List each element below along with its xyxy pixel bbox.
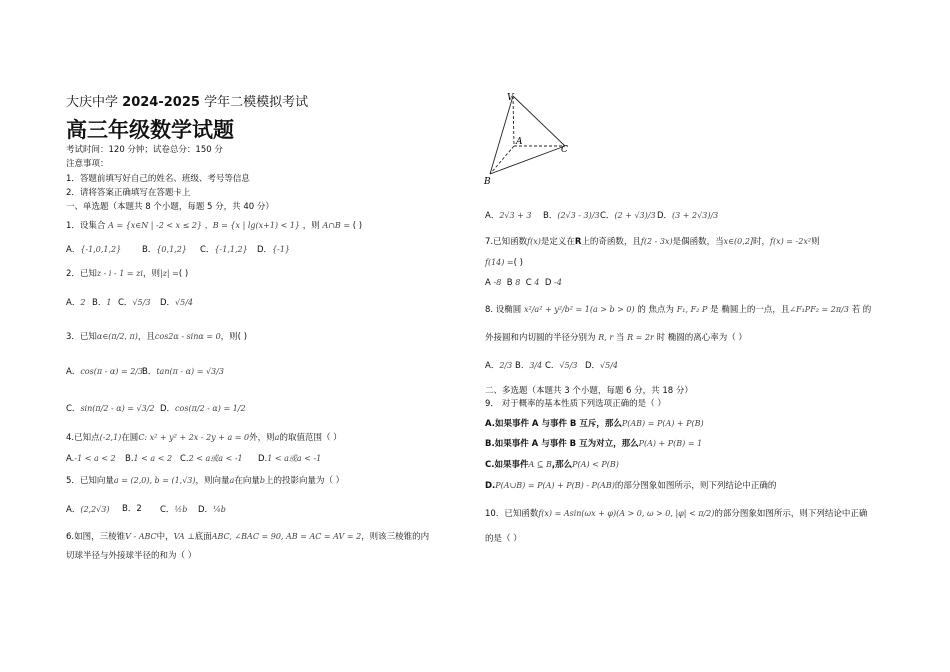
vertex-v-label: V [507, 93, 514, 103]
question-9-option-a: A.如果事件 A 与事件 B 互斥，那么P(AB) = P(A) + P(B) [485, 419, 704, 429]
question-9-option-d: D.P(A∪B) = P(A) + P(B) - P(AB)的部分图象如图所示，则下列结论中正确的 [485, 481, 777, 491]
vertex-a-label: A [516, 137, 523, 147]
question-3-option-a: A．cos(π - α) = 2/3 [66, 367, 144, 377]
school-name: 大庆中学 [66, 95, 119, 110]
question-9-option-c: C.如果事件A ⊆ B,那么P(A) < P(B) [485, 460, 619, 470]
question-4-option-c: C.2 < a或a < -1 [180, 454, 243, 464]
question-4: 4.已知点(-2,1)在圆C: x² + y² + 2x - 2y + a = 0外，则a的取值范围（ ） [66, 433, 342, 443]
question-8-option-d: D．√5/4 [585, 361, 619, 371]
question-5-option-a: A．(2,2√3) [66, 505, 110, 515]
note-2: 2．请将答案正确填写在答题卡上 [66, 188, 191, 198]
exam-info: 考试时间：120 分钟；试卷总分：150 分 [66, 145, 223, 155]
question-7: 7.已知函数f(x)是定义在R上的奇函数，且f(2 - 3x)是偶函数，当x∈(0,2]时，f(x) = -2x²则 [485, 237, 820, 247]
question-8-option-a: A．2/3 [485, 361, 513, 371]
question-6-option-b: B．(2√3 - 3)/3 [543, 211, 600, 221]
question-3-option-c: C．sin(π/2 - α) = √3/2 [66, 404, 155, 414]
question-1: 1．设集合 A = {x∈N | -2 < x ≤ 2} ，B = {x | lg(x+1) < 1} ，则 A∩B = ( ) [66, 221, 363, 231]
question-2: 2．已知z - i - 1 = zi，则|z| =( ) [66, 269, 189, 279]
question-3-option-b: B．tan(π - α) = √3/3 [142, 367, 224, 377]
question-10-line-2: 的是（ ） [485, 534, 522, 544]
question-2-option-b: B．1 [92, 298, 112, 308]
section-2-heading: 二、多选题（本题共 3 个小题，每题 6 分，共 18 分） [485, 386, 693, 396]
pyramid-figure [480, 88, 590, 188]
question-7-options: A -8 B 8 C 4 D -4 [485, 278, 562, 288]
question-2-option-c: C．√5/3 [118, 298, 151, 308]
vertex-b-label: B [484, 177, 491, 187]
exam-name: 学年二模模拟考试 [204, 95, 309, 110]
question-7-line-2: f(14) =( ) [485, 258, 523, 268]
question-8: 8. 设椭圆 x²/a² + y²/b² = 1(a > b > 0) 的 焦点为 F₁, F₂ P 是 椭圆上的一点，且∠F₁PF₂ = 2π/3 若 的 [485, 305, 872, 315]
question-2-option-d: D．√5/4 [160, 298, 194, 308]
question-1-option-b: B．{0,1,2} [142, 245, 187, 255]
question-8-line-2: 外接圆和内切圆的半径分别为 R, r 当 R = 2r 时 椭圆的离心率为（ ） [485, 333, 747, 343]
question-1-option-a: A．{-1,0,1,2} [66, 245, 122, 255]
question-6-option-d: D．(3 + 2√3)/3 [657, 211, 719, 221]
vertex-c-label: C [561, 145, 568, 155]
question-6-line-2: 切球半径与外接球半径的和为（ ） [66, 551, 197, 561]
question-3: 3．已知α∈(π/2, π)，且cos2α - sinα = 0，则( ) [66, 332, 248, 342]
question-5-option-c: C．½b [160, 505, 188, 515]
question-8-option-c: C．√5/3 [545, 361, 578, 371]
notes-label: 注意事项： [66, 159, 109, 169]
question-5-option-b: B．2 [122, 504, 142, 514]
school-title [66, 95, 308, 111]
question-9-option-b: B.如果事件 A 与事件 B 互为对立，那么P(A) + P(B) = 1 [485, 439, 703, 449]
question-5: 5．已知向量a = (2,0), b = (1,√3)，则向量a在向量b上的投影向量为（ ） [66, 476, 345, 486]
page-title: 高三年级数学试题 [66, 118, 234, 142]
question-9: 9． 对于概率的基本性质下列选项正确的是（ ） [485, 399, 666, 409]
question-1-option-c: C．{-1,1,2} [200, 245, 248, 255]
section-1-heading: 一、单选题（本题共 8 个小题，每题 5 分，共 40 分） [66, 202, 274, 212]
question-6: 6.如图，三棱锥V - ABC中，VA ⊥底面ABC, ∠BAC = 90, AB = AC = AV = 2，则该三棱锥的内 [66, 532, 430, 542]
question-10: 10．已知函数f(x) = Asin(ωx + φ)(A > 0, ω > 0, |φ| < π/2)的部分图象如图所示，则下列结论中正确 [485, 509, 868, 519]
question-1-option-d: D．{-1} [257, 245, 291, 255]
question-3-option-d: D．cos(π/2 - α) = 1/2 [160, 404, 246, 414]
question-2-option-a: A．2 [66, 298, 86, 308]
question-4-option-b: B.1 < a < 2 [125, 454, 173, 464]
question-5-option-d: D．¼b [198, 505, 226, 515]
question-4-option-d: D.1 < a或a < -1 [258, 454, 322, 464]
question-6-option-c: C．(2 + √3)/3 [600, 211, 656, 221]
question-6-option-a: A．2√3 + 3 [485, 211, 532, 221]
school-year: 2024-2025 [122, 95, 200, 110]
question-8-option-b: B．3/4 [515, 361, 543, 371]
note-1: 1．答题前填写好自己的姓名、班级、考号等信息 [66, 174, 250, 184]
question-4-option-a: A.-1 < a < 2 [66, 454, 116, 464]
